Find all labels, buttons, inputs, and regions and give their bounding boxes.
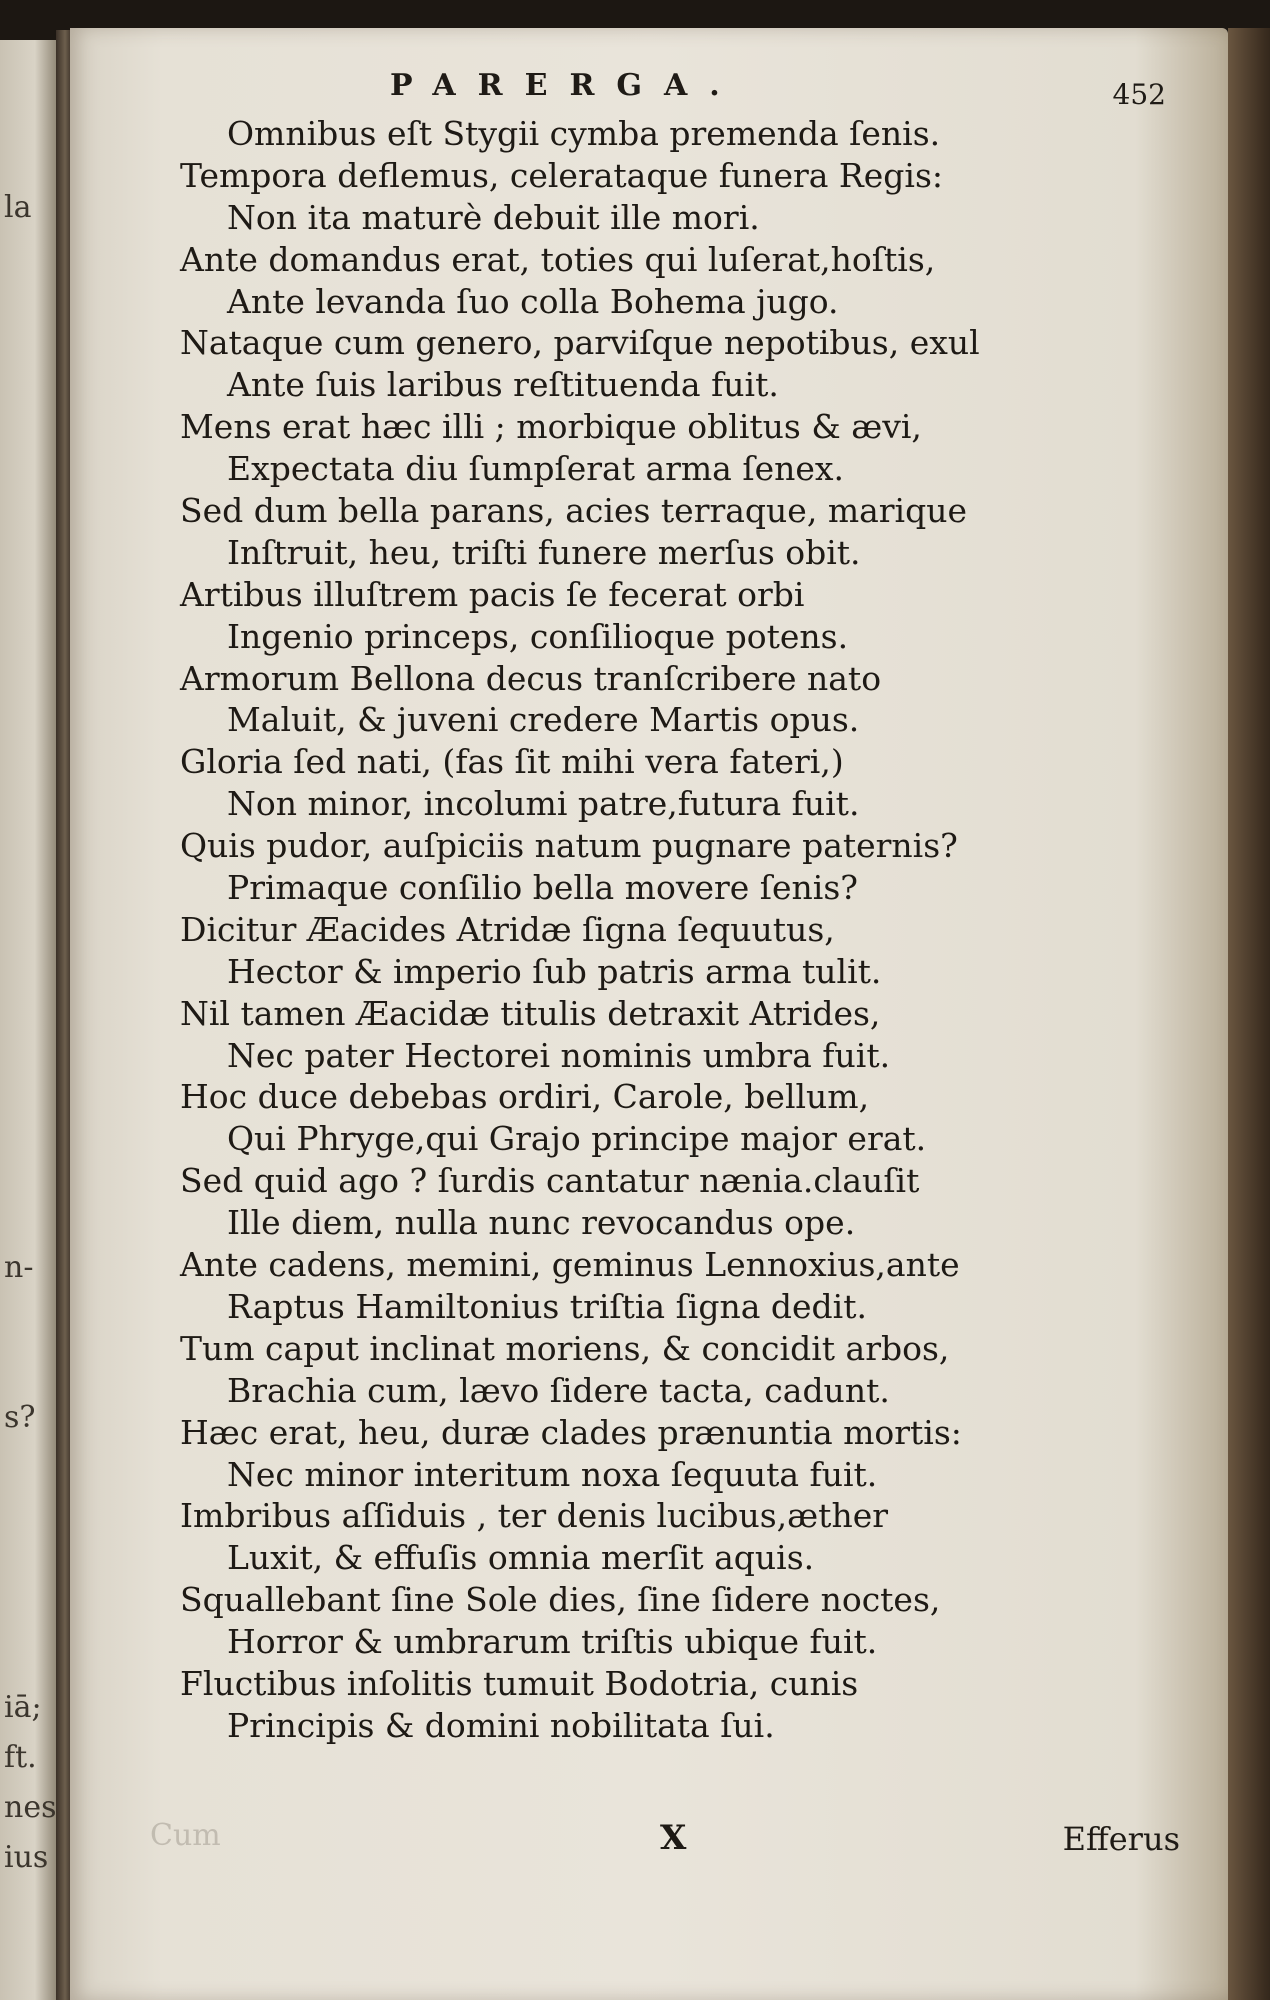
poem-line: Luxit, & effuſis omnia merſit aquis. bbox=[227, 1538, 815, 1578]
poem-line: Non ita maturè debuit ille mori. bbox=[227, 197, 760, 237]
left-page-fragment: nes bbox=[4, 1790, 57, 1825]
page-edge-shadow bbox=[1228, 28, 1270, 2000]
poem-line: Raptus Hamiltonius triſtia ſigna dedit. bbox=[227, 1286, 867, 1326]
left-page-fragment: la bbox=[4, 190, 32, 225]
book-page bbox=[70, 28, 1228, 2000]
left-page-fragment: ft. bbox=[4, 1740, 37, 1775]
catchword: Efferus bbox=[1062, 1820, 1180, 1858]
poem-line: Sed quid ago ? ſurdis cantatur nænia.clauſit bbox=[180, 1161, 920, 1201]
poem-line: Dicitur Æacides Atridæ ſigna ſequutus, bbox=[180, 909, 835, 949]
poem-line: Primaque conſilio bella movere ſenis? bbox=[227, 868, 858, 908]
poem-line: Hector & imperio ſub patris arma tulit. bbox=[227, 951, 882, 991]
poem-line: Tempora deflemus, celerataque funera Regis: bbox=[180, 155, 944, 195]
poem-line: Maluit, & juveni credere Martis opus. bbox=[227, 700, 860, 740]
left-page-fragment: n- bbox=[4, 1250, 34, 1285]
poem-text bbox=[180, 113, 1200, 1747]
poem-line: Brachia cum, lævo ſidere tacta, cadunt. bbox=[227, 1370, 890, 1410]
page-footer bbox=[70, 1818, 1228, 1878]
poem-line: Inſtruit, heu, triſti funere merſus obit. bbox=[227, 532, 861, 572]
poem-line: Tum caput inclinat moriens, & concidit arbos, bbox=[180, 1328, 950, 1368]
poem-line: Qui Phryge,qui Grajo principe major erat. bbox=[227, 1119, 927, 1159]
poem-line: Ingenio princeps, conſilioque potens. bbox=[227, 616, 849, 656]
poem-line: Non minor, incolumi patre,futura fuit. bbox=[227, 784, 860, 824]
poem-line: Artibus illuſtrem pacis ſe fecerat orbi bbox=[180, 574, 805, 614]
left-page-fragment: ius bbox=[4, 1840, 49, 1875]
poem-line: Fluctibus inſolitis tumuit Bodotria, cunis bbox=[180, 1663, 859, 1703]
poem-line: Armorum Bellona decus tranſcribere nato bbox=[180, 658, 882, 698]
poem-line: Ille diem, nulla nunc revocandus ope. bbox=[227, 1203, 856, 1243]
poem-line: Imbribus aſſiduis , ter denis lucibus,æther bbox=[180, 1496, 889, 1536]
poem-line: Principis & domini nobilitata ſui. bbox=[227, 1705, 775, 1745]
poem-line: Ante domandus erat, toties qui luſerat,hoſtis, bbox=[180, 239, 936, 279]
left-page-fragment: iā; bbox=[4, 1690, 42, 1725]
previous-page-edge bbox=[0, 40, 58, 2000]
poem-line: Nil tamen Æacidæ titulis detraxit Atrides, bbox=[180, 993, 881, 1033]
poem-line: Hæc erat, heu, duræ clades prænuntia mortis: bbox=[180, 1412, 962, 1452]
poem-line: Gloria ſed nati, (fas ſit mihi vera fateri,) bbox=[180, 742, 844, 782]
poem-line: Squallebant ſine Sole dies, ſine ſidere noctes, bbox=[180, 1580, 941, 1620]
poem-line: Nataque cum genero, parviſque nepotibus, exul bbox=[180, 323, 980, 363]
signature-mark: X bbox=[660, 1818, 687, 1858]
poem-line: Ante levanda ſuo colla Bohema jugo. bbox=[227, 281, 839, 321]
poem-line: Ante cadens, memini, geminus Lennoxius,ante bbox=[180, 1245, 960, 1285]
poem-line: Omnibus eſt Stygii cymba premenda ſenis. bbox=[227, 114, 941, 153]
poem-line: Horror & umbrarum triſtis ubique fuit. bbox=[227, 1622, 878, 1662]
poem-line: Quis pudor, auſpiciis natum pugnare paternis? bbox=[180, 826, 958, 866]
poem-line: Expectata diu ſumpſerat arma ſenex. bbox=[227, 449, 844, 489]
poem-line: Mens erat hæc illi ; morbique oblitus & ævi, bbox=[180, 407, 922, 447]
bleed-through-text: Cum bbox=[150, 1818, 221, 1853]
poem-line: Nec pater Hectorei nominis umbra fuit. bbox=[227, 1035, 891, 1075]
poem-line: Hoc duce debebas ordiri, Carole, bellum, bbox=[180, 1077, 870, 1117]
poem-line: Sed dum bella parans, acies terraque, marique bbox=[180, 491, 968, 531]
page-number: 452 bbox=[1112, 78, 1166, 111]
running-head: PARERGA. bbox=[390, 68, 742, 103]
poem-line: Ante ſuis laribus reſtituenda fuit. bbox=[227, 365, 779, 405]
left-page-fragment: s? bbox=[4, 1400, 36, 1435]
poem-line: Nec minor interitum noxa ſequuta fuit. bbox=[227, 1454, 878, 1494]
